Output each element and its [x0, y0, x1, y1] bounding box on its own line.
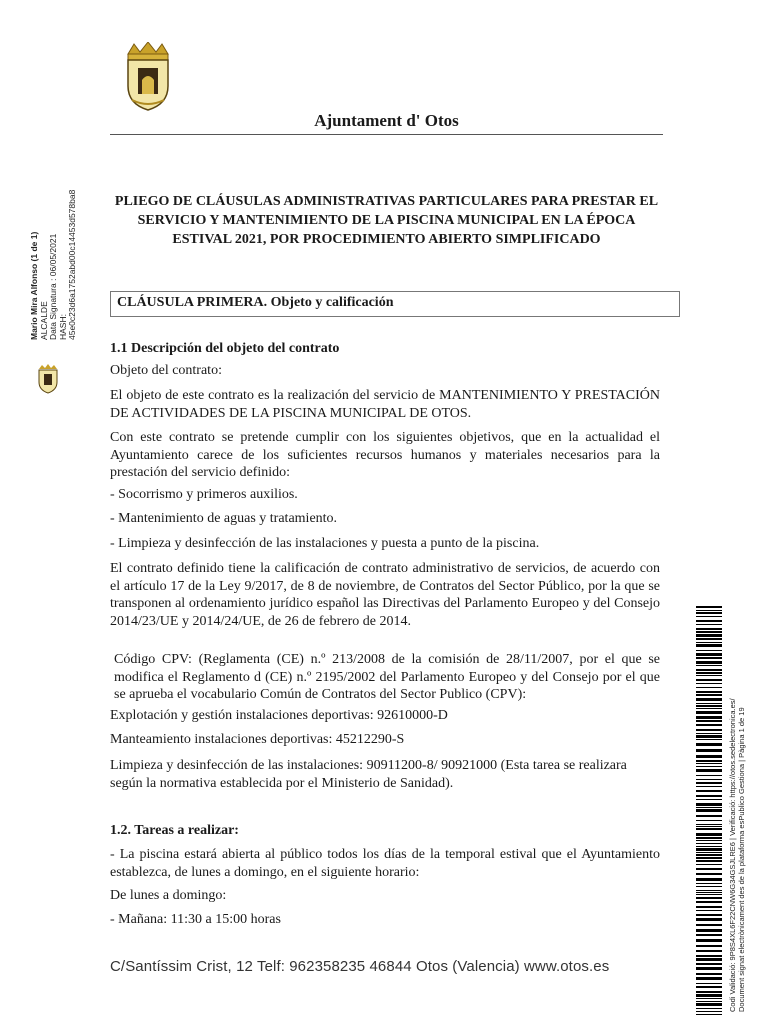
cpv-code-item: Explotación y gestión instalaciones deportivas: 92610000-D: [110, 708, 448, 723]
signer-name: Mario Mira Alfonso (1 de 1): [29, 231, 39, 340]
clause-heading-box: [110, 291, 680, 317]
signer-role: ALCALDE: [38, 301, 49, 340]
section-heading-1-1: 1.1 Descripción del objeto del contrato: [110, 341, 340, 356]
list-item: - Socorrismo y primeros auxilios.: [110, 487, 298, 502]
contract-object-paragraph: El objeto de este contrato es la realización del servicio de MANTENIMIENTO Y PRESTACIÓN DE ACTIVIDADES DE LA PISCINA MUNICIPAL DE OTOS.: [110, 388, 660, 421]
list-item: - Limpieza y desinfección de las instalaciones y puesta a punto de la piscina.: [110, 536, 540, 551]
signature-date: Data Signatura : 06/05/2021: [48, 233, 58, 340]
qualification-paragraph: El contrato definido tiene la calificación de contrato administrativo de servicios, de acuerdo con el artículo 17 de la Ley 9/2017, de 8 de noviembre, de Contratos del Sector Público, por la que se transponen al ordenamiento jurídico español las Directivas del Parlamento Europeo y del Consejo 2014/23/UE y 2014/24/UE, de 26 de febrero de 2014.: [110, 561, 660, 629]
cpv-paragraph: Código CPV: (Reglamenta (CE) n.º 213/2008 de la comisión de 28/11/2007, por el que se modifica el Reglamento d (CE) n.º 2195/2002 del Parlamento Europeo y del Consejo por el que se aprueba el vocabulario Común de Contratos del Sector Publico (CPV):: [114, 652, 660, 702]
cpv-code-item: Limpieza y desinfección de las instalaciones: 90911200-8/ 90921000 (Esta tarea se realizara según la normativa establecida por el Ministerio de Sanidad).: [110, 758, 627, 791]
list-item: - Mantenimiento de aguas y tratamiento.: [110, 511, 338, 526]
contract-object-label: Objeto del contrato:: [110, 363, 222, 378]
mini-coat-of-arms-icon: [36, 364, 60, 394]
organization-name: Ajuntament d' Otos: [314, 111, 459, 130]
signature-hash: HASH: 45e0c23d6a1752abd00c14453d578ba8: [57, 189, 77, 340]
signature-platform-note: Document signat electrònicament des de la plataforma esPublico Gestiona | Pàgina 1 de 19: [737, 707, 746, 1012]
barcode-icon: [696, 606, 722, 1016]
verification-text: [728, 592, 746, 1012]
objectives-paragraph: Con este contrato se pretende cumplir con los siguientes objetivos, que en la actualidad el Ayuntamiento carece de los suficientes recursos humanos y materiales necesarios para la prestación del servicio definido:: [110, 430, 660, 480]
tasks-paragraph: - La piscina estará abierta al público todos los días de la temporal estival que el Ayuntamiento establezca, de lunes a domingo, en el siguiente horario:: [110, 847, 660, 880]
morning-schedule: - Mañana: 11:30 a 15:00 horas: [110, 912, 281, 927]
footer-address: C/Santíssim Crist, 12 Telf: 962358235 46844 Otos (Valencia) www.otos.es: [110, 958, 610, 975]
signature-stamp: [30, 180, 78, 340]
cpv-code-item: Manteamiento instalaciones deportivas: 45212290-S: [110, 732, 405, 747]
days-label: De lunes a domingo:: [110, 888, 227, 903]
verification-code: Codi Validació: 9P8S4XL6F22CNW6G34GSJLRE6 | Verificació: https://otos.sedelectronica.es/: [728, 698, 737, 1012]
clause-number: CLÁUSULA PRIMERA.: [117, 295, 268, 310]
clause-subject: Objeto y calificación: [267, 295, 394, 310]
header-divider: [110, 134, 663, 135]
section-heading-1-2: 1.2. Tareas a realizar:: [110, 823, 239, 838]
coat-of-arms-icon: [120, 42, 176, 112]
document-title: PLIEGO DE CLÁUSULAS ADMINISTRATIVAS PARTICULARES PARA PRESTAR EL SERVICIO Y MANTENIMIENTO DE LA PISCINA MUNICIPAL EN LA ÉPOCA ESTIVAL 2021, POR PROCEDIMIENTO ABIERTO SIMPLIFICADO: [114, 194, 659, 247]
